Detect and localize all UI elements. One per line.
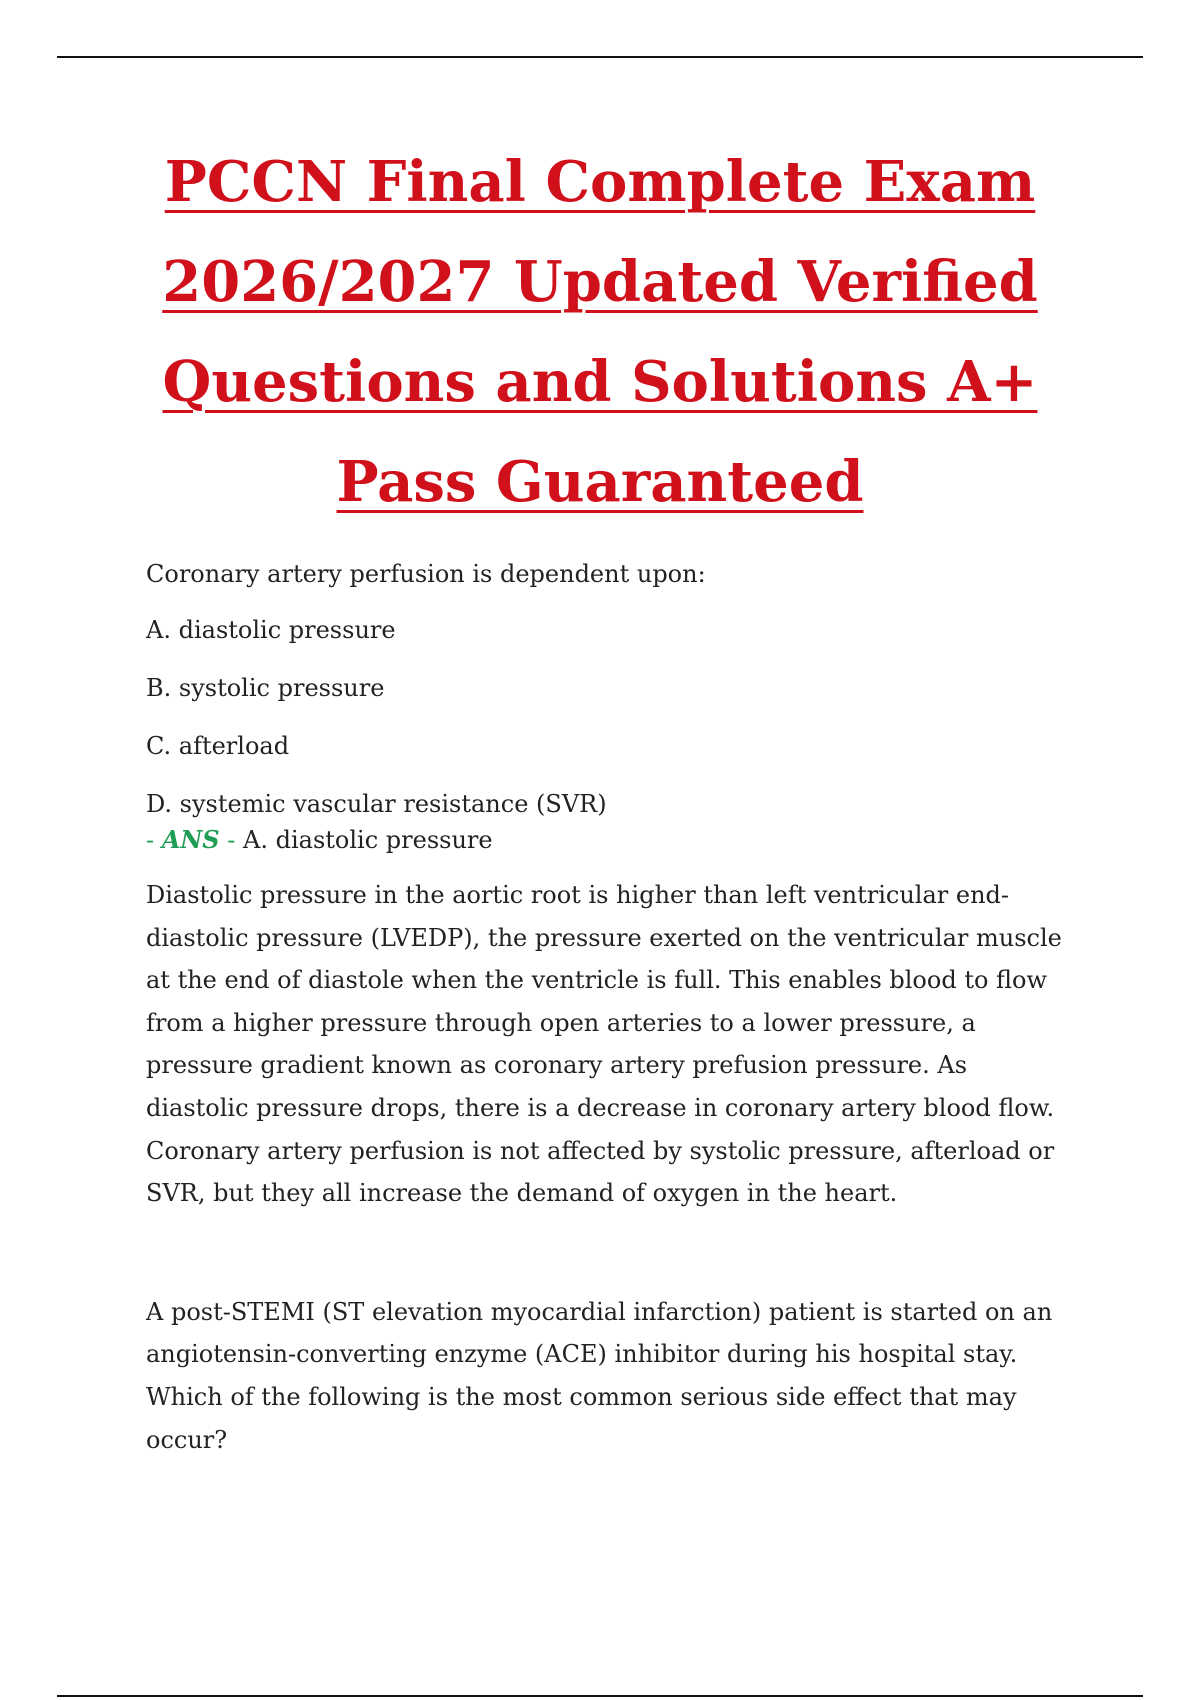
option-d: D. systemic vascular resistance (SVR) <box>146 790 607 818</box>
option-a: A. diastolic pressure <box>146 616 396 644</box>
document-title <box>0 132 1200 532</box>
question-2: A post-STEMI (ST elevation myocardial infarction) patient is started on an angiotensin-converting enzyme (ACE) inhibitor during his hospital stay. Which of the following is the most common serious side effect that may occur? <box>146 1297 1053 1454</box>
option-c: C. afterload <box>146 732 290 760</box>
title-line-1: PCCN Final Complete Exam <box>164 149 1036 215</box>
answer-line <box>146 822 1066 858</box>
answer-tag: ANS <box>161 825 220 854</box>
question-1: Coronary artery perfusion is dependent upon: <box>146 560 706 588</box>
document-body <box>146 556 1066 1461</box>
title-line-2: 2026/2027 Updated Verified <box>162 249 1038 315</box>
answer-explanation: Diastolic pressure in the aortic root is higher than left ventricular end-diastolic pressure (LVEDP), the pressure exerted on the ventricular muscle at the end of diastole when the ventricle is full. This enables blood to flow from a higher pressure through open arteries to a lower pressure, a pressure gradient known as coronary artery prefusion pressure. As diastolic pressure drops, there is a decrease in coronary artery blood flow. Coronary artery perfusion is not affected by systolic pressure, afterload or SVR, but they all increase the demand of oxygen in the heart. <box>146 881 1062 1208</box>
answer-prefix: - <box>146 826 155 854</box>
title-line-3: Questions and Solutions A+ <box>162 349 1038 415</box>
answer-separator: - <box>227 826 236 854</box>
header-rule <box>57 56 1143 58</box>
answer-text: A. diastolic pressure <box>243 826 493 854</box>
option-b: B. systolic pressure <box>146 674 385 702</box>
title-line-4: Pass Guaranteed <box>336 449 864 515</box>
footer-rule <box>57 1695 1143 1697</box>
